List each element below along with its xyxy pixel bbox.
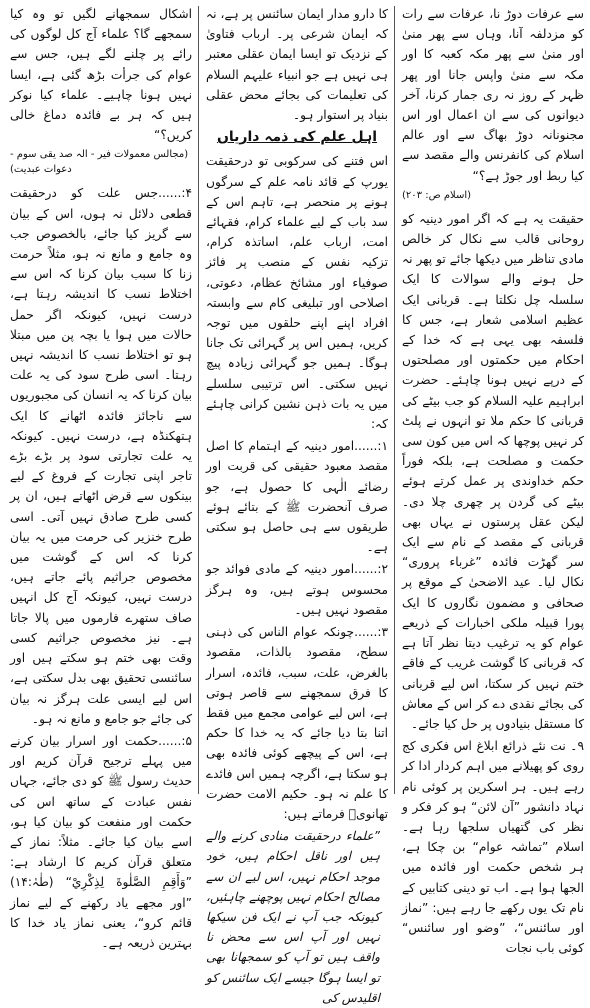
paragraph: اشکال سمجھانے لگیں تو وہ کیا سمجھے گا؟ علماء آج کل لوگوں کی رائے پر چلنے لگے ہیں، جس سے عوام کی جرأت بڑھ گئی ہے، ایسا نہیں ہونا چاہیے۔ علماء کیا نوکر ہیں کہ ہر بے فائدہ دماغ خالی کریں؟“ [10, 7, 192, 143]
numbered-point: ۵:......حکمت اور اسرار بیان کرنے میں پہلے ترجیح قرآن کریم اور حدیث رسول ﷺ کو دی جائے، جہاں نفس عبادت کے ساتھ اس کی حکمت اور منفعت کو بیان کیا ہو، اسے بیان کیا جائے۔ مثلاً: نماز کے متعلق قرآن کریم کا ارشاد ہے: ”وَأَقِمِ الصَّلٰوةَ لِذِكْرِيْ“ (طٰہٰ:۱۴) ”اور مجھے یاد رکھنے کے لیے نماز قائم کرو“، یعنی نماز یاد خدا کا بہترین ذریعہ ہے۔ [10, 733, 192, 950]
column-divider [198, 6, 199, 794]
paragraph: سے عرفات دوڑ نا، عرفات سے رات کو مزدلفہ آنا، وہاں سے پھر منیٰ اور منیٰ سے پھر مکہ کعبہ کا اور مکہ سے منیٰ واپس جانا اور پھر ظہر کے روز نہ ری جمار کرنا، آخر دیوانوں کی سے ان اعمال اور اس مجنونانہ دوڑ بھاگ سے اور عالم اسلام کی کانفرنس والے مقصد سے کیا ربط اور جوڑ ہے؟“ [402, 7, 584, 183]
paragraph: ۹۔ نت نئے ذرائع ابلاغ اس فکری کج روی کو پھیلانے میں اہم کردار ادا کر رہے ہیں۔ ہر اسکرین پر کوئی نام نہاد دانشور ”آن لائن“ ہو کر فکر و نظر کی گتھیاں سلجھا رہا ہے۔ اسلام ”تماشہ عوام“ بن چکا ہے، ہر شخص حکمت اور فائدہ میں الجھا ہوا ہے۔ اب تو دینی کتابیں کے نام تک یوں رکھے جا رہے ہیں: ”نماز اور سائنس“، ”وضو اور سائنس“ کوئی باب نجات [402, 739, 584, 956]
numbered-point: ۴:......جس علت کو درحقیقت قطعی دلائل نہ ہوں، اس کے بیان سے گریز کیا جائے، بالخصوص جب وہ جامع و مانع نہ ہو، مثلاً حرمت زنا کا سبب بیان کرنا کہ اس سے اختلاط نسب کا اندیشہ رہتا ہے، درست نہیں، کیونکہ اگر حمل حالات میں ہوا یا بچہ پن میں مبتلا ہو تو اختلاط نسب کا اندیشہ نہیں رہتا۔ اسی طرح سود کی یہ علت بیان کرنا کہ یہ انسان کی مجبوریوں سے ناجائز فائدہ اٹھانے کا ایک ہتھکنڈہ ہے، درست نہیں۔ کیونکہ یہ علت تجارتی سود پر بڑے بڑے تاجر اپنی تجارت کے فروغ کے لیے بینکوں سے قرض اٹھاتے ہیں، ان پر کسی طرح صادق نہیں آتی۔ اسی طرح خنزیر کی حرمت میں یہ بیان کرنا کہ اس کے گوشت میں مخصوص جراثیم پائے جاتے ہیں، درست نہیں، کیونکہ آج کل انہیں صاف ستھرے فارموں میں پالا جاتا ہے۔ نیز مخصوص جراثیم کسی وقت بھی ختم ہو سکتے ہیں اور سائنسی تحقیق بھی بدل سکتی ہے، اس لیے ایسی علت ہرگز نہ بیان کی جائے جو جامع و مانع نہ ہو۔ [10, 186, 192, 726]
paragraph: حقیقت یہ ہے کہ اگر امور دینیہ کو روحانی قالب سے نکال کر خالص مادی تناظر میں دیکھا جائے تو پھر نہ حل ہونے والے سوالات کا ایک سلسلہ چل نکلتا ہے۔ قربانی ایک عظیم اسلامی شعار ہے، جس کا فلسفہ بھی یہی ہے کہ خدا کے احکام میں حکمتوں اور مصلحتوں کے درپے نہیں ہونا چاہئے۔ حضرت ابراہیم علیہ السلام کو جب بیٹے کی قربانی کا حکم ملا تو انہوں نے پلٹ کر نہیں پوچھا کہ اس میں کون سی حکمت و مصلحت ہے، بلکہ فوراً حکم خداوندی پر عمل کرتے ہوئے بیٹے کی گردن پر چھری چلا دی۔ لیکن عقل پرستوں نے یہاں بھی قربانی کے مقصد کے نام سے ایک سر گھڑت فائدہ ”غرباء پروری“ نکال لیا۔ عید الاضحیٰ کے موقع پر صحافی و مضمون نگاروں کا ایک پورا قبیلہ ملکی اخبارات کے ذریعے عوام کو یہ ترغیب دیتا نظر آتا ہے کہ قربانی کا گوشت غریب کے فاقے ختم نہیں کر سکتا، اس لیے قربانی کی بجائے نقدی دے کر اس کے معاش کا مستقل بنیادوں پر حل کیا جائے۔ [402, 211, 584, 731]
middle-column [206, 4, 388, 1005]
citation: (مجالس معمولات فیر - الہ صد یقی سوم - دعوات عبدیت) [10, 149, 189, 176]
column-divider [394, 6, 395, 794]
paragraph: کا دارو مدار ایمان سائنس پر ہے، نہ کہ ایمان شرعی پر۔ ارباب فتاویٰ کے نزدیک تو ایسا ایمان عقلی معتبر ہی نہیں ہے جو انبیاء علیہم السلام کی تعلیمات کی بجائے محض عقلی بنیاد پر استوار ہو۔ [206, 7, 388, 123]
left-column [10, 4, 192, 950]
numbered-point: ۱:......امور دینیہ کے اہتمام کا اصل مقصد معبود حقیقی کی قربت اور رضائے الٰہی کا حصول ہے، جو صرف آنحضرت ﷺ کے بتائے ہوئے طریقوں سے ہی حاصل ہو سکتی ہے۔ [206, 439, 388, 555]
numbered-point: ۳:......چونکہ عوام الناس کی ذہنی سطح، مقصود بالذات، مقصود بالغرض، علت، سبب، فائدہ، اسرار کا فرق سمجھنے سے قاصر ہوتی ہے، اس لیے عوامی مجمع میں فقط اتنا بتا دیا جائے کہ یہ خدا کا حکم ہے، اس کے پیچھے کوئی فائدہ بھی ہو سکتا ہے، اگرچہ ہمیں اس فائدے کا علم نہ ہو۔ حکیم الامت حضرت تھانویؒ فرماتے ہیں: [206, 625, 388, 821]
citation: (اسلام ص: ۲۰۳) [402, 189, 472, 201]
numbered-point: ۲:......امور دینیہ کے مادی فوائد جو محسوس ہوتے ہیں، وہ ہرگز مقصود نہیں ہیں۔ [206, 562, 388, 617]
paragraph: اس فتنے کی سرکوبی تو درحقیقت یورپ کے قائد نامہ علم کے سرگوں ہونے پر منحصر ہے، تاہم اس کے سد باب کے لیے علماء کرام، فقہائے امت، ارباب علم، اساتذہ کرام، تزکیہ نفس کے منصب پر فائز صوفیاء اور مشائخ عظام، دعوتی، اصلاحی اور تبلیغی کام سے وابستہ افراد اپنے اپنے حلقوں میں توجہ کریں، ہمیں اس پر گہرائی تک جانا ہوگا۔ ہمیں جو گہرائی زیادہ پیچ نہیں سکتی۔ اس ترتیبی سلسلے میں یہ بات ذہن نشین کرانی چاہئے کہ: [206, 154, 388, 432]
quotation: ”علماء درحقیقت منادی کرنے والے ہیں اور ناقل احکام ہیں، خود موجد احکام نہیں، اس لیے ان سے مصالح احکام نہیں پوچھنے چاہئیں، کیونکہ جب آپ نے ایک فن سیکھا نہیں اور آپ اس سے محض نا واقف ہیں تو آپ کو سمجھانا بھی تو ایسا ہوگا جیسے ایک سائنس کو اقلیدس کی [206, 829, 380, 1005]
right-column [402, 4, 584, 956]
section-heading: اہل علم کی ذمہ داریاں [216, 129, 378, 146]
